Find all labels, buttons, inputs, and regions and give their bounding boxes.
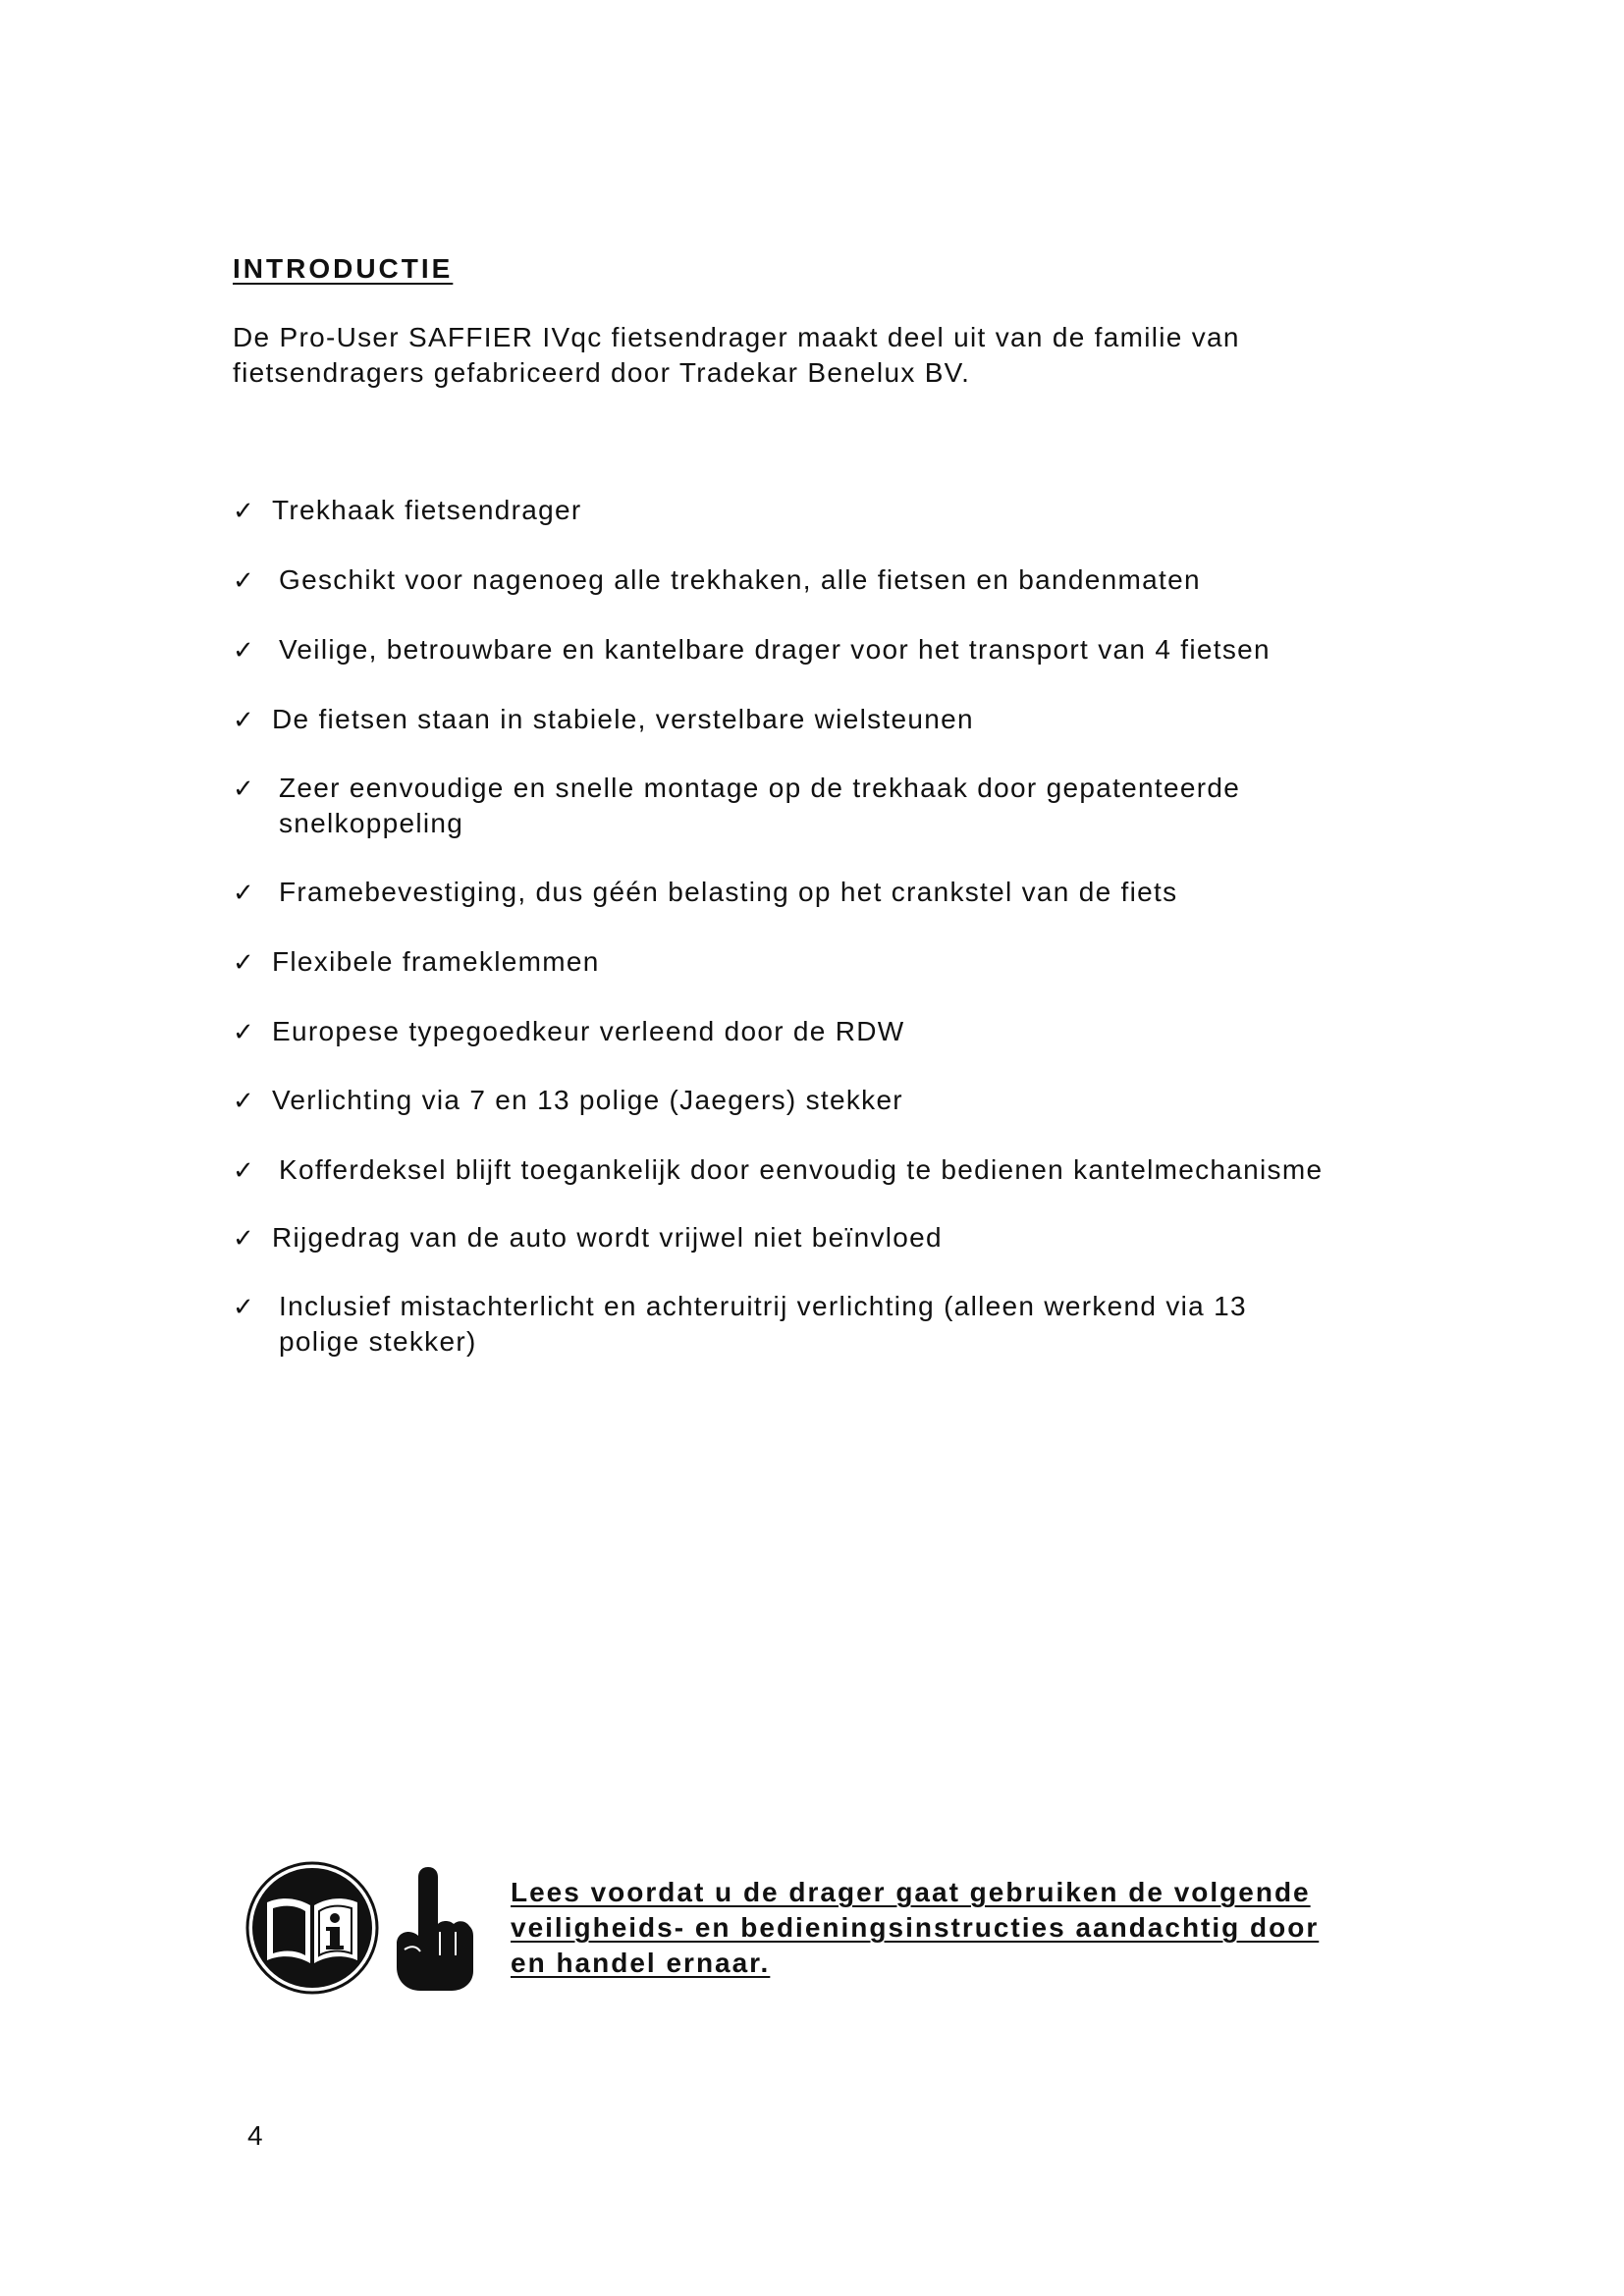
feature-text: Framebevestiging, dus géén belasting op het crankstel van de fiets	[279, 877, 1178, 907]
feature-text: Rijgedrag van de auto wordt vrijwel niet beïnvloed	[272, 1222, 943, 1253]
intro-line: fietsendragers gefabriceerd door Tradekar Benelux BV.	[233, 357, 971, 388]
feature-text: Verlichting via 7 en 13 polige (Jaegers) stekker	[272, 1085, 903, 1115]
feature-text: Trekhaak fietsendrager	[272, 495, 582, 525]
feature-text: Europese typegoedkeur verleend door de RDW	[272, 1016, 905, 1046]
feature-item	[233, 1152, 1460, 1188]
feature-text: Inclusief mistachterlicht en achteruitrij verlichting (alleen werkend via 13	[279, 1291, 1247, 1321]
check-icon: ✓	[233, 947, 256, 977]
intro-line: De Pro-User SAFFIER IVqc fietsendrager maakt deel uit van de familie van	[233, 322, 1240, 352]
notice-line: veiligheids- en bedieningsinstructies aandachtig door	[511, 1912, 1320, 1943]
notice-line: en handel ernaar.	[511, 1948, 771, 1978]
intro-paragraph	[233, 320, 1411, 391]
feature-item	[233, 1220, 1460, 1255]
feature-item	[233, 1083, 1460, 1118]
feature-item	[233, 771, 1460, 841]
check-icon: ✓	[233, 635, 256, 665]
check-icon: ✓	[233, 1223, 256, 1253]
feature-text: De fietsen staan in stabiele, verstelbare wielsteunen	[272, 704, 974, 734]
feature-text: Kofferdeksel blijft toegankelijk door eenvoudig te bedienen kantelmechanisme	[279, 1154, 1324, 1185]
feature-item	[233, 1289, 1460, 1360]
feature-item	[233, 944, 1460, 980]
check-icon: ✓	[233, 1086, 256, 1115]
feature-item	[233, 702, 1460, 737]
feature-text-continued: snelkoppeling	[279, 808, 464, 838]
check-icon: ✓	[233, 565, 256, 595]
feature-text: Flexibele frameklemmen	[272, 946, 600, 977]
notice-text	[511, 1875, 1394, 1981]
check-icon: ✓	[233, 496, 256, 525]
feature-item	[233, 875, 1460, 910]
read-manual-icon	[245, 1861, 379, 1995]
pointing-hand-icon	[393, 1861, 475, 1995]
check-icon: ✓	[233, 1017, 256, 1046]
check-icon: ✓	[233, 878, 256, 907]
section-heading: INTRODUCTIE	[233, 253, 454, 284]
notice-line: Lees voordat u de drager gaat gebruiken de volgende	[511, 1877, 1311, 1907]
feature-text: Geschikt voor nagenoeg alle trekhaken, alle fietsen en bandenmaten	[279, 564, 1201, 595]
feature-text: Veilige, betrouwbare en kantelbare drager voor het transport van 4 fietsen	[279, 634, 1271, 665]
check-icon: ✓	[233, 1155, 256, 1185]
check-icon: ✓	[233, 1292, 256, 1321]
feature-item	[233, 1014, 1460, 1049]
check-icon: ✓	[233, 705, 256, 734]
feature-text: Zeer eenvoudige en snelle montage op de trekhaak door gepatenteerde	[279, 773, 1241, 803]
safety-notice	[245, 1861, 1473, 2008]
feature-item	[233, 493, 1460, 528]
feature-item	[233, 562, 1460, 598]
feature-item	[233, 632, 1460, 667]
feature-text-continued: polige stekker)	[279, 1326, 477, 1357]
check-icon: ✓	[233, 774, 256, 803]
page-number: 4	[247, 2120, 263, 2151]
